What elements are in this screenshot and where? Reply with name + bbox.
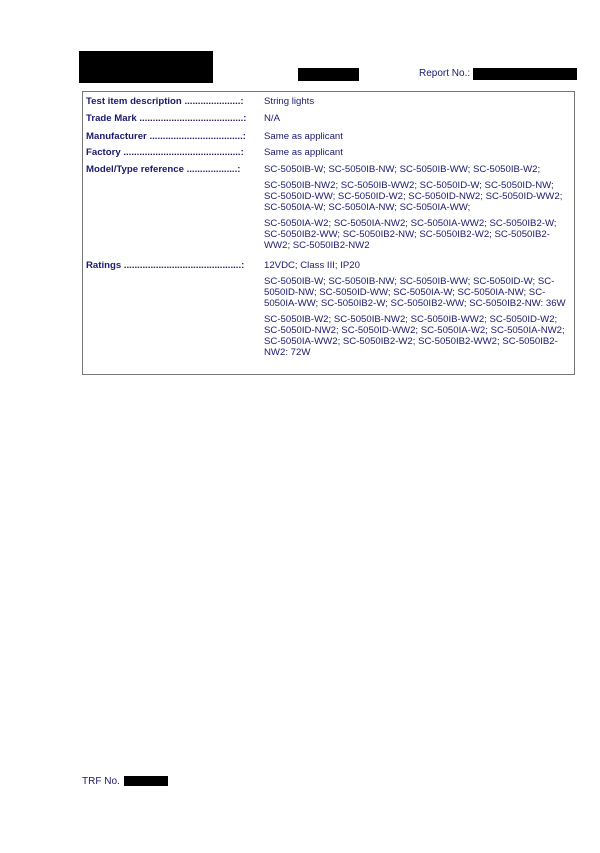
row-leader-dots: ............................................: <box>120 147 244 158</box>
row-leader-dots: .....................: <box>181 96 244 107</box>
row-label: Trade Mark <box>86 113 137 124</box>
row-value: SC-5050IB-W2; SC-5050IB-NW2; SC-5050IB-WW2; SC-5050ID-W2; SC-5050ID-NW2; SC-5050ID-WW2; SC-5050IA-W2; SC-5050IA-NW2; SC-5050IA-WW2; SC-5050IB2-W2; SC-5050IB2-WW2; SC-5050IB2-NW2: 72W <box>264 314 565 358</box>
row-value: SC-5050IB-NW2; SC-5050IB-WW2; SC-5050ID-W; SC-5050ID-NW; SC-5050ID-WW; SC-5050ID-W2; SC-5050ID-NW2; SC-5050ID-WW2; SC-5050IA-W; SC-5050IA-NW; SC-5050IA-WW; <box>264 180 563 213</box>
row-leader-dots: ...................: <box>183 164 241 175</box>
row-value: Same as applicant <box>264 131 343 142</box>
row-value: SC-5050IA-W2; SC-5050IA-NW2; SC-5050IA-WW2; SC-5050IB2-W; SC-5050IB2-WW; SC-5050IB2-NW; SC-5050IB2-W2; SC-5050IB2-WW2; SC-5050IB2-NW2 <box>264 218 557 251</box>
row-label: Ratings <box>86 260 122 271</box>
redacted-header-text <box>298 68 359 81</box>
trf-no-label: TRF No. <box>82 776 120 787</box>
row-label: Test item description <box>86 96 182 107</box>
row-leader-dots: ............................................: <box>121 260 245 271</box>
row-value: SC-5050IB-W; SC-5050IB-NW; SC-5050IB-WW; SC-5050IB-W2; <box>264 164 541 175</box>
row-label: Model/Type reference <box>86 164 184 175</box>
row-value: Same as applicant <box>264 147 343 158</box>
row-value: String lights <box>264 96 315 107</box>
redacted-trf-number <box>124 776 168 786</box>
row-leader-dots: ...................................: <box>146 131 246 142</box>
row-value: N/A <box>264 113 280 124</box>
test-item-table <box>82 91 575 375</box>
row-label: Manufacturer <box>86 131 147 142</box>
redacted-logo-block <box>79 51 213 83</box>
row-value: 12VDC; Class III; IP20 <box>264 260 360 271</box>
row-label: Factory <box>86 147 121 158</box>
row-leader-dots: .......................................: <box>136 113 247 124</box>
report-no-label: Report No.: <box>419 68 471 79</box>
row-value: SC-5050IB-W; SC-5050IB-NW; SC-5050IB-WW; SC-5050ID-W; SC-5050ID-NW; SC-5050ID-WW; SC-5050IA-W; SC-5050IA-NW; SC-5050IA-WW; SC-5050IB2-W; SC-5050IB2-WW; SC-5050IB2-NW: 36W <box>264 276 566 309</box>
redacted-report-number <box>473 68 577 80</box>
